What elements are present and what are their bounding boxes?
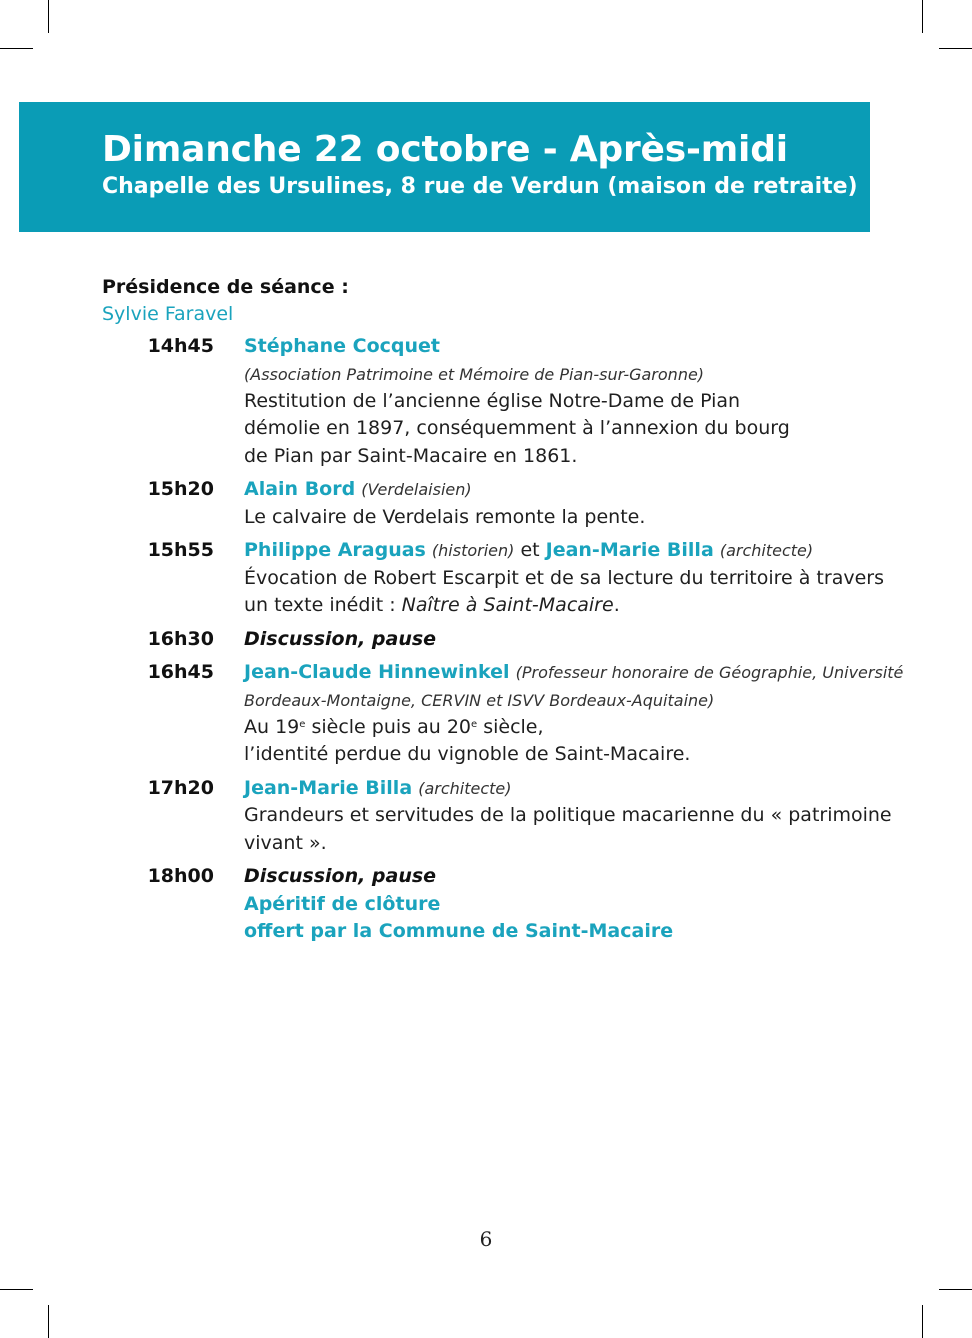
entry-content [244, 775, 892, 858]
session-chair-label: Présidence de séance : [102, 276, 349, 298]
time-label: 15h55 [147, 539, 214, 561]
speaker-affiliation: Bordeaux-Montaigne, CERVIN et ISVV Bordeaux-Aquitaine) [244, 690, 715, 710]
entry-content [244, 333, 882, 470]
closing-line: Apéritif de clôture [244, 892, 441, 915]
talk-title-text: un texte inédit : [244, 594, 402, 616]
crop-mark [939, 48, 972, 49]
entry-content [244, 863, 882, 946]
speaker-role: (architecte) [418, 778, 512, 798]
speaker-role: (architecte) [719, 541, 814, 560]
talk-title-line: démolie en 1897, conséquemment à l’annexion du bourg [244, 417, 790, 439]
entry-content [244, 659, 904, 769]
time-label: 17h20 [147, 776, 214, 799]
discussion-label: Discussion, pause [244, 627, 437, 650]
page-title: Dimanche 22 octobre - Après-midi [102, 129, 788, 170]
crop-mark [48, 0, 49, 33]
schedule-entry [102, 626, 882, 654]
speaker-name: Jean-Claude Hinnewinkel [244, 661, 510, 683]
venue-subtitle: Chapelle des Ursulines, 8 rue de Verdun (maison de retraite) [102, 174, 858, 199]
speaker-affiliation: (Association Patrimoine et Mémoire de Pian-sur-Garonne) [244, 364, 705, 384]
speaker-role: (Professeur honoraire de Géographie, Université [515, 663, 904, 682]
time-label: 16h45 [147, 661, 214, 683]
schedule-entry [102, 659, 904, 769]
talk-title-text: siècle, [477, 715, 544, 738]
talk-title-line: Restitution de l’ancienne église Notre-Dame de Pian [244, 389, 741, 412]
crop-mark [922, 1305, 923, 1338]
crop-mark [48, 1305, 49, 1338]
schedule-entry [102, 775, 892, 858]
time-label: 18h00 [147, 865, 214, 887]
talk-title-line: Le calvaire de Verdelais remonte la pente. [244, 505, 646, 528]
entry-content [244, 626, 882, 654]
talk-title-line [244, 714, 882, 742]
entry-content [244, 537, 882, 620]
crop-mark [0, 48, 33, 49]
joiner-text: et [520, 539, 540, 561]
page-number: 6 [479, 1227, 493, 1251]
speaker-name: Jean-Marie Billa [545, 539, 714, 561]
speaker-role: (historien) [431, 541, 515, 560]
book-title: Naître à Saint-Macaire [401, 594, 614, 616]
talk-title-line [244, 592, 882, 620]
session-chair [102, 273, 882, 328]
talk-title-line: Grandeurs et servitudes de la politique macarienne du « patrimoine [244, 804, 892, 826]
talk-title-line: Évocation de Robert Escarpit et de sa lecture du territoire à travers [244, 566, 884, 589]
talk-title-text: Au 19 [244, 715, 300, 738]
schedule [102, 333, 904, 952]
header-banner [19, 102, 870, 232]
closing-line: offert par la Commune de Saint-Macaire [244, 920, 674, 942]
talk-title-text: . [613, 594, 620, 616]
crop-mark [922, 0, 923, 33]
speaker-name: Alain Bord [244, 478, 356, 500]
time-label: 14h45 [147, 335, 214, 357]
talk-title-line: vivant ». [244, 831, 327, 854]
time-label: 16h30 [147, 627, 214, 650]
crop-mark [939, 1289, 972, 1290]
ordinal-suffix: e [471, 718, 478, 730]
talk-title-text: siècle puis au 20 [305, 715, 472, 738]
time-label: 15h20 [147, 478, 214, 500]
schedule-entry [102, 333, 882, 470]
schedule-entry [102, 863, 882, 946]
entry-content [244, 476, 882, 531]
talk-title-line: de Pian par Saint-Macaire en 1861. [244, 444, 578, 467]
speaker-role: (Verdelaisien) [361, 480, 472, 499]
ordinal-suffix: e [299, 718, 306, 730]
talk-title-line: l’identité perdue du vignoble de Saint-Macaire. [244, 743, 691, 765]
schedule-entry [102, 476, 882, 531]
schedule-entry [102, 537, 882, 620]
crop-mark [0, 1289, 33, 1290]
session-chair-name: Sylvie Faravel [102, 303, 234, 325]
speaker-name: Stéphane Cocquet [244, 335, 440, 357]
discussion-label: Discussion, pause [244, 865, 437, 887]
speaker-name: Jean-Marie Billa [244, 776, 413, 799]
speaker-name: Philippe Araguas [244, 539, 426, 561]
